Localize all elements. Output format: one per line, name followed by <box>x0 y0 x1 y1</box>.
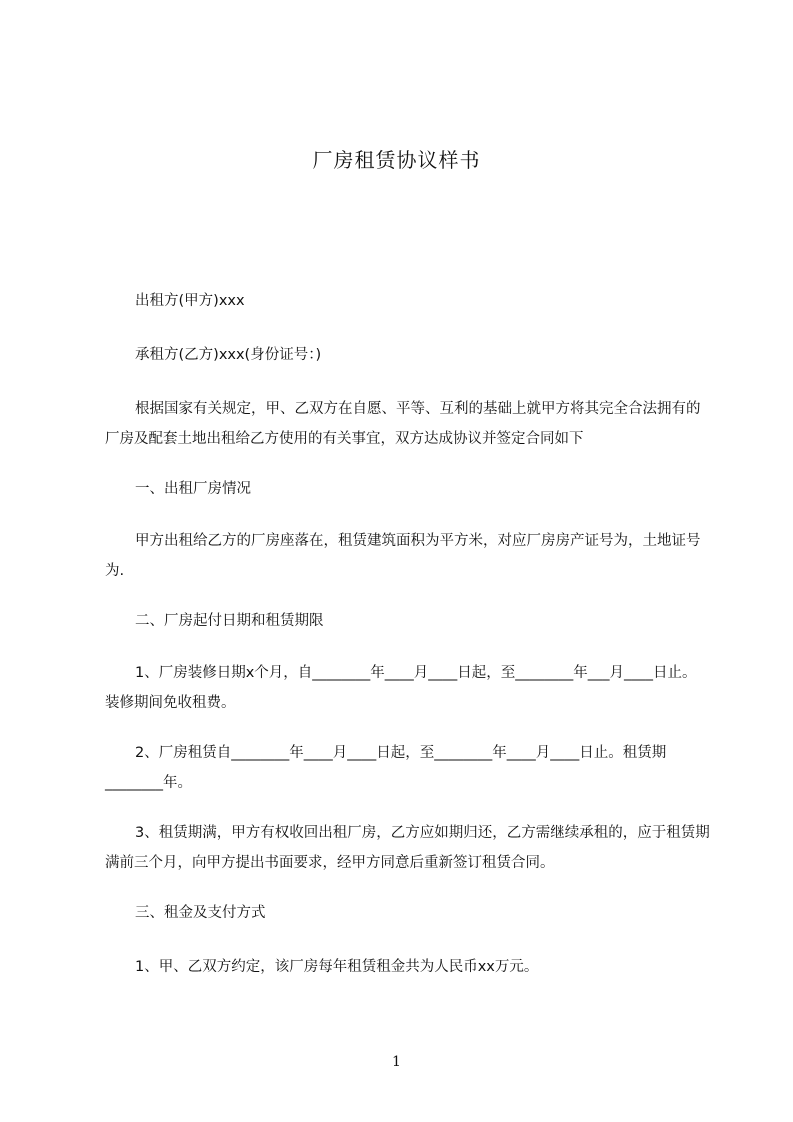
section-heading-1: 一、出租厂房情况 <box>135 481 251 497</box>
preamble-paragraph: 根据国家有关规定，甲、乙双方在自愿、平等、互利的基础上就甲方将其完全合法拥有的厂房及配套土地出租给乙方使用的有关事宜，双方达成协议并签定合同如下 <box>105 401 701 447</box>
lessor-line: 出租方(甲方)xxx <box>135 293 245 309</box>
lease-term-paragraph: 2、厂房租赁自________年____月____日起，至________年____月____日止。租赁期________年。 <box>105 745 667 791</box>
factory-location-paragraph: 甲方出租给乙方的厂房座落在，租赁建筑面积为平方米，对应厂房房产证号为，土地证号为. <box>105 533 701 579</box>
page-number: 1 <box>392 1054 401 1070</box>
section-heading-3: 三、租金及支付方式 <box>135 905 266 921</box>
lease-expiry-paragraph: 3、租赁期满，甲方有权收回出租厂房，乙方应如期归还，乙方需继续承租的，应于租赁期满前三个月，向甲方提出书面要求，经甲方同意后重新签订租赁合同。 <box>105 825 710 871</box>
document-title: 厂房租赁协议样书 <box>312 148 481 172</box>
section-heading-2: 二、厂房起付日期和租赁期限 <box>135 613 324 629</box>
rent-amount-paragraph: 1、甲、乙双方约定，该厂房每年租赁租金共为人民币xx万元。 <box>135 959 539 975</box>
renovation-period-paragraph: 1、厂房装修日期x个月，自________年____月____日起，至________年___月____日止。装修期间免收租费。 <box>105 665 697 711</box>
lessee-line: 承租方(乙方)xxx(身份证号：) <box>135 347 322 363</box>
